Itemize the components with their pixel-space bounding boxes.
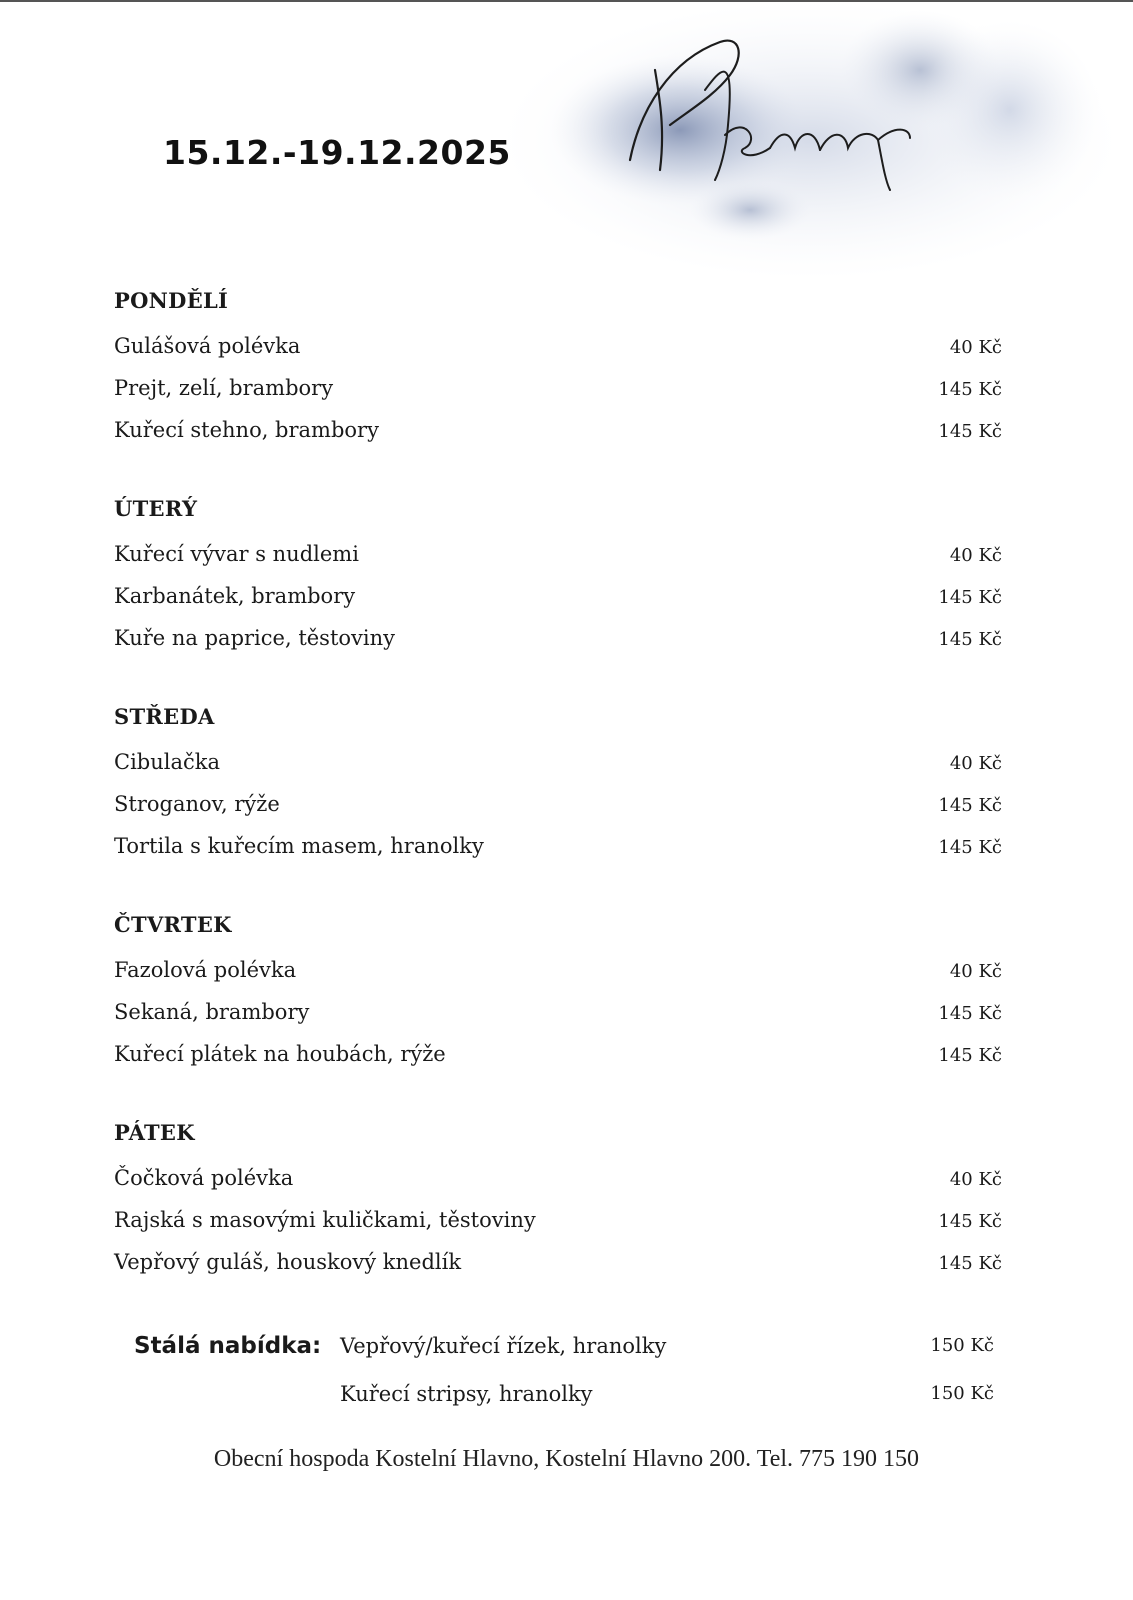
dish-name: Cibulačka — [114, 750, 220, 774]
menu-item — [114, 325, 1002, 367]
dish-price: 145 Kč — [938, 795, 1002, 816]
standing-offer-label: Stálá nabídka: — [134, 1333, 322, 1359]
dish-price: 145 Kč — [938, 587, 1002, 608]
menu-item — [114, 1157, 1002, 1199]
menu-item — [114, 825, 1002, 867]
day-section-monday — [114, 287, 1002, 451]
dish-price: 145 Kč — [938, 379, 1002, 400]
dish-name: Fazolová polévka — [114, 958, 297, 982]
dish-name: Kuřecí plátek na houbách, rýže — [114, 1042, 446, 1066]
dish-name: Vepřový/kuřecí řízek, hranolky — [340, 1334, 667, 1358]
footer-contact: Obecní hospoda Kostelní Hlavno, Kostelní Hlavno 200. Tel. 775 190 150 — [213, 1446, 920, 1472]
day-heading: PONDĚLÍ — [114, 288, 229, 313]
dish-name: Čočková polévka — [114, 1166, 294, 1190]
menu-item — [114, 409, 1002, 451]
menu-item — [114, 1199, 1002, 1241]
day-heading: ÚTERÝ — [114, 496, 198, 521]
day-heading: PÁTEK — [114, 1120, 195, 1145]
day-section-friday — [114, 1119, 1002, 1283]
menu-item — [114, 783, 1002, 825]
menu-item — [114, 367, 1002, 409]
menu-script-title — [610, 30, 970, 210]
dish-price: 145 Kč — [938, 629, 1002, 650]
menu-item — [114, 575, 1002, 617]
dish-price: 145 Kč — [938, 421, 1002, 442]
day-section-tuesday — [114, 495, 1002, 659]
dish-price: 145 Kč — [938, 837, 1002, 858]
weekly-menu — [114, 287, 1002, 1327]
dish-price: 150 Kč — [930, 1335, 994, 1356]
menu-item — [114, 741, 1002, 783]
date-range: 15.12.-19.12.2025 — [163, 133, 511, 172]
dish-name: Prejt, zelí, brambory — [114, 376, 334, 400]
dish-name: Kuřecí stripsy, hranolky — [340, 1382, 593, 1406]
menu-item — [114, 991, 1002, 1033]
day-section-thursday — [114, 911, 1002, 1075]
dish-price: 145 Kč — [938, 1211, 1002, 1232]
menu-item — [114, 949, 1002, 991]
dish-name: Sekaná, brambory — [114, 1000, 310, 1024]
day-heading: ČTVRTEK — [114, 912, 232, 937]
menu-item — [114, 617, 1002, 659]
standing-offer-row — [134, 1370, 994, 1418]
dish-name: Kuře na paprice, těstoviny — [114, 626, 396, 650]
dish-price: 150 Kč — [930, 1383, 994, 1404]
menu-item — [114, 1033, 1002, 1075]
day-heading: STŘEDA — [114, 704, 215, 729]
dish-name: Kuřecí vývar s nudlemi — [114, 542, 359, 566]
dish-price: 40 Kč — [949, 753, 1002, 774]
dish-name: Karbanátek, brambory — [114, 584, 356, 608]
dish-price: 145 Kč — [938, 1253, 1002, 1274]
dish-price: 40 Kč — [949, 961, 1002, 982]
dish-price: 145 Kč — [938, 1003, 1002, 1024]
menu-item — [114, 533, 1002, 575]
standing-offer — [134, 1322, 994, 1418]
dish-price: 40 Kč — [949, 545, 1002, 566]
standing-offer-row — [134, 1322, 994, 1370]
dish-name: Vepřový guláš, houskový knedlík — [114, 1250, 462, 1274]
menu-item — [114, 1241, 1002, 1283]
dish-name: Stroganov, rýže — [114, 792, 280, 816]
dish-price: 40 Kč — [949, 1169, 1002, 1190]
dish-price: 40 Kč — [949, 337, 1002, 358]
dish-name: Kuřecí stehno, brambory — [114, 418, 379, 442]
dish-name: Gulášová polévka — [114, 334, 301, 358]
day-section-wednesday — [114, 703, 1002, 867]
dish-price: 145 Kč — [938, 1045, 1002, 1066]
dish-name: Tortila s kuřecím masem, hranolky — [114, 834, 484, 858]
dish-name: Rajská s masovými kuličkami, těstoviny — [114, 1208, 536, 1232]
